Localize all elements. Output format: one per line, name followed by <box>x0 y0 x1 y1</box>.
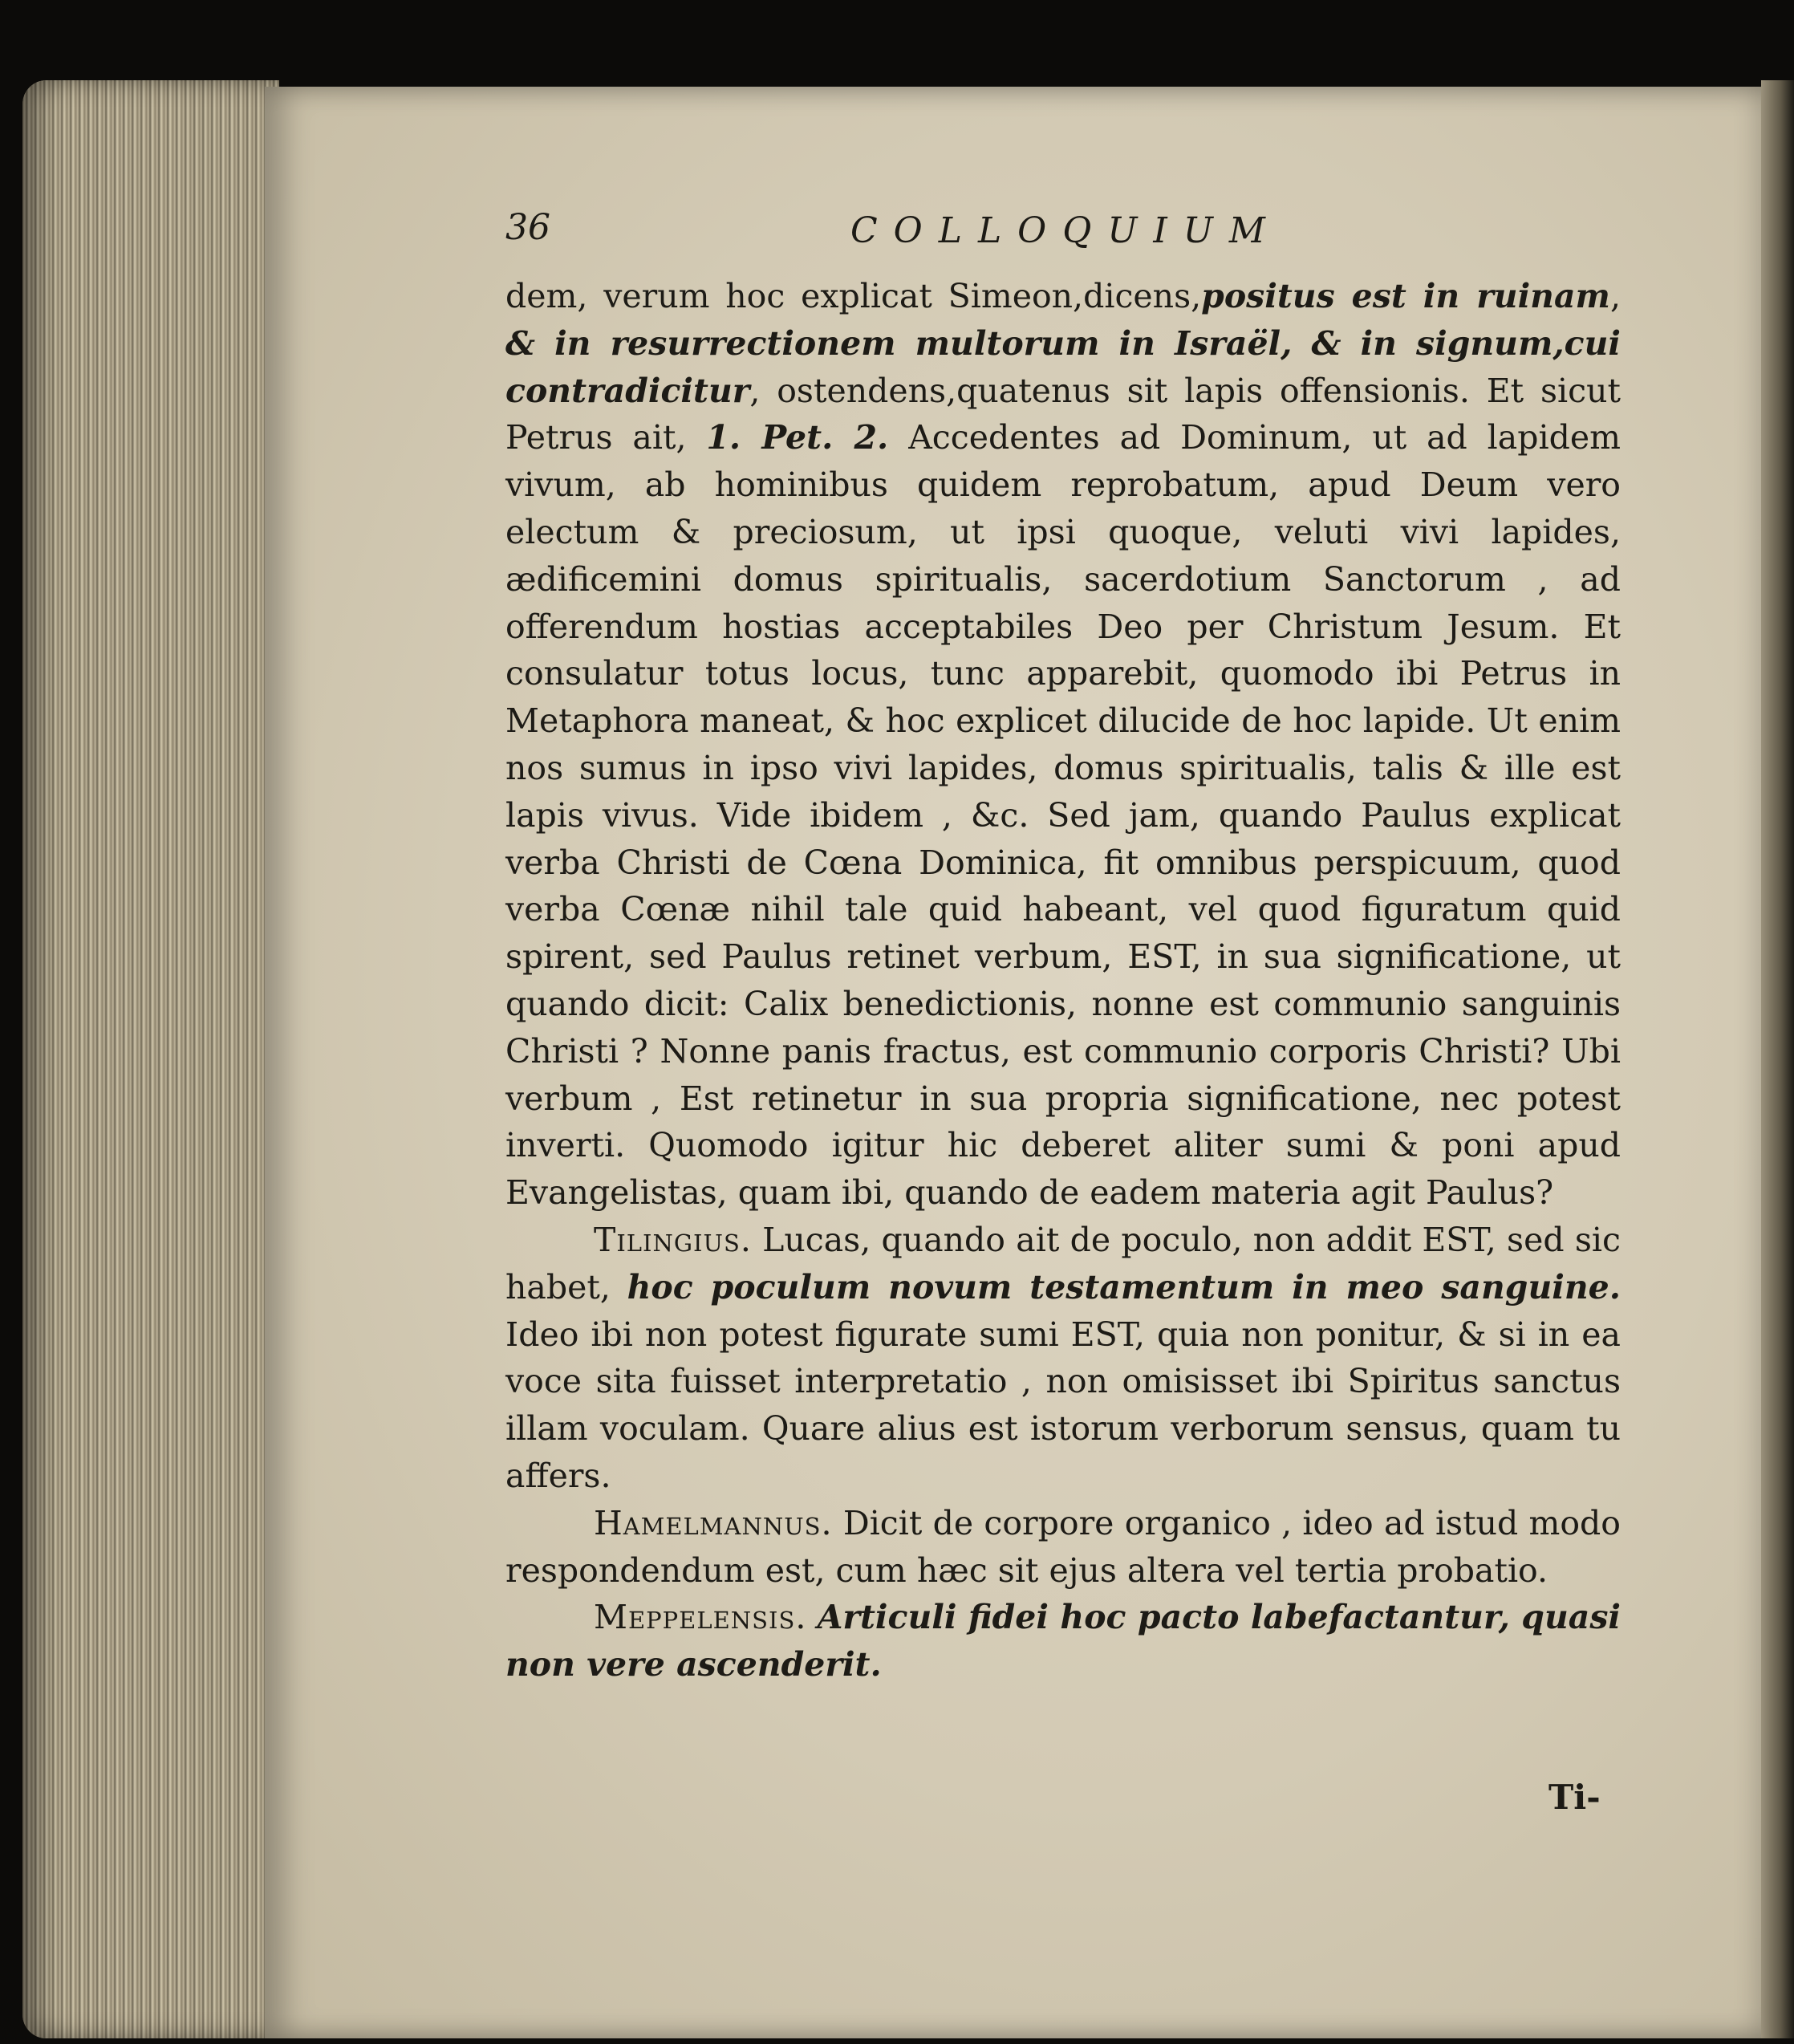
italic-quote: Articuli fidei hoc pacto labefactantur, quasi non vere ascenderit. <box>505 1598 1621 1684</box>
text-run: , ostendens,quatenus sit lapis offensionis. Et sicut Petrus ait, <box>505 371 1621 457</box>
page-edges <box>22 80 279 2038</box>
text-run: Accedentes ad Dominum, ut ad lapidem vivum, ab hominibus quidem reprobatum, apud Deum vero electum & preciosum, ut ipsi quoque, veluti vivi lapides, ædificemini domus spiritualis, sacerdotium Sanctorum , ad offerendum hostias acceptabiles Deo per Christum Jesum. Et consulatur totus locus, tunc apparebit, quomodo ibi Petrus in Metaphora maneat, & hoc explicet dilucide de hoc lapide. Ut enim nos sumus in ipso vivi lapides, domus spiritualis, talis & ille est lapis vivus. Vide ibidem , &c. Sed jam, quando Paulus explicat verba Christi de Cœna Dominica, fit omnibus perspicuum, quod verba Cœnæ nihil tale quid habeant, vel quod figuratum quid spirent, sed Paulus retinet verbum, EST, in sua significatione, ut quando dicit: Calix benedictionis, nonne est communio sanguinis Christi ? Nonne panis fractus, est communio corporis Christi? Ubi verbum , Est retinetur in sua propria significatione, nec potest inverti. Quomodo igitur hic deberet aliter sumi & poni apud Evangelistas, quam ibi, quando de eadem materia agit Paulus? <box>505 418 1621 1213</box>
text-run: Lucas, quando ait de poculo, non addit EST, sed sic habet, <box>505 1220 1621 1306</box>
speaker-name: Tilingius. <box>594 1220 752 1259</box>
paragraph-meppelensis <box>505 1594 1621 1688</box>
scripture-reference: 1. Pet. 2. <box>706 418 889 457</box>
text-run: Dicit de corpore organico , ideo ad istud modo respondendum est, cum hæc sit ejus altera vel tertia probatio. <box>505 1503 1621 1590</box>
paragraph-simeon <box>505 273 1621 1217</box>
running-head: COLLOQUIUM <box>850 210 1281 251</box>
page-text <box>505 273 1621 1688</box>
page-number: 36 <box>505 207 550 248</box>
text-run: , <box>1609 277 1621 315</box>
right-page-edge <box>1761 80 1794 2038</box>
italic-quote: positus est in ruinam <box>1201 277 1610 315</box>
paragraph-hamelmannus <box>505 1500 1621 1595</box>
speaker-name: Meppelensis. <box>594 1598 807 1637</box>
italic-quote: & in resurrectionem multorum in Israël, & in signum,cui contradicitur <box>505 323 1621 410</box>
page-header <box>505 207 1621 255</box>
text-run: Ideo ibi non potest figurate sumi EST, quia non ponitur, & si in ea voce sita fuisset interpretatio , non omisisset ibi Spiritus sanctus illam voculam. Quare alius est istorum verborum sensus, quam tu affers. <box>505 1315 1621 1495</box>
catchword: Ti- <box>1548 1778 1601 1817</box>
speaker-name: Hamelmannus. <box>594 1503 833 1542</box>
paragraph-tilingius <box>505 1217 1621 1500</box>
text-run: dem, verum hoc explicat Simeon,dicens, <box>505 277 1202 315</box>
italic-quote: hoc poculum novum testamentum in meo sanguine. <box>627 1267 1621 1306</box>
